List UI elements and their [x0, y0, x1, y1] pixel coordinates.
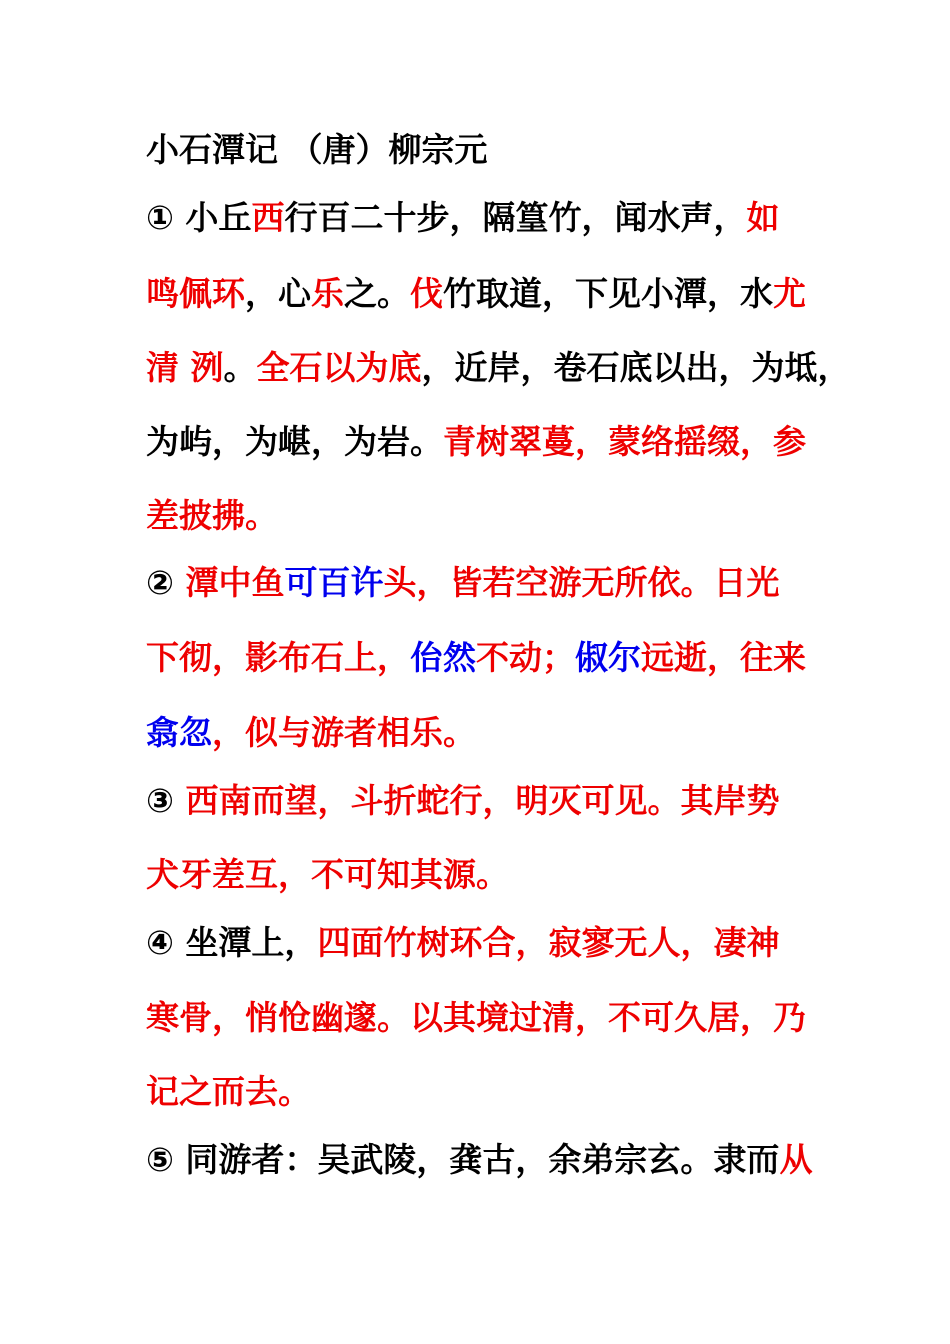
- text-segment: 之。: [344, 274, 410, 313]
- text-segment: ，似与游者相乐。: [212, 713, 476, 752]
- text-segment: 乐: [311, 274, 344, 313]
- text-segment: 鸣佩环: [146, 274, 245, 313]
- text-line: [146, 1140, 890, 1180]
- text-line: [146, 923, 890, 963]
- text-line: [146, 563, 890, 603]
- text-line: [146, 713, 890, 753]
- text-segment: 寒骨，悄怆幽邃。以其境过清，不可久居，乃: [146, 998, 806, 1037]
- text-segment: ②: [146, 563, 186, 602]
- text-segment: 行百二十步，隔篁竹，闻水声，: [284, 198, 747, 237]
- text-segment: 差披拂。: [146, 496, 278, 535]
- text-segment: 西南而望，斗折蛇行，明灭可见。其岸势: [185, 781, 780, 820]
- text-line: [146, 638, 890, 678]
- text-segment: ① 小丘: [146, 198, 252, 237]
- text-segment: 记之而去。: [146, 1072, 311, 1111]
- text-segment: ，心: [245, 274, 311, 313]
- text-segment: 尤: [773, 274, 806, 313]
- text-segment: 。: [223, 348, 257, 387]
- text-segment: 青树翠蔓，蒙络摇缀，参: [443, 422, 806, 461]
- text-segment: 四面竹树环合，寂寥无人，凄神: [317, 923, 780, 962]
- text-line: [146, 496, 890, 536]
- text-segment: 头，皆若空游无所依。日光: [383, 563, 780, 602]
- text-segment: 为屿，为嵁，为岩。: [146, 422, 443, 461]
- text-segment: ⑤ 同游者：吴武陵，龚古，余弟宗玄。隶而: [146, 1140, 780, 1179]
- text-segment: 潭中鱼: [185, 563, 285, 602]
- text-segment: 翕忽: [146, 713, 212, 752]
- text-segment: 伐: [410, 274, 443, 313]
- text-segment: 远逝，往来: [641, 638, 806, 677]
- text-segment: 西: [251, 198, 285, 237]
- text-segment: 俶尔: [575, 638, 641, 677]
- text-segment: ，近岸，卷石底以出，为坻，: [421, 348, 851, 387]
- text-line: [146, 1072, 890, 1112]
- text-segment: 不动；: [476, 638, 575, 677]
- text-line: [146, 422, 890, 462]
- text-line: [146, 348, 890, 388]
- text-line: [146, 198, 890, 238]
- text-segment: 可百许: [284, 563, 384, 602]
- text-segment: 从: [779, 1140, 813, 1179]
- text-segment: 下彻，影布石上，: [146, 638, 410, 677]
- text-segment: 小石潭记 （唐）柳宗元: [146, 130, 488, 169]
- text-line: [146, 781, 890, 821]
- text-segment: 如: [746, 198, 780, 237]
- text-line: [146, 274, 890, 314]
- text-segment: ④ 坐潭上，: [146, 923, 318, 962]
- text-segment: 竹取道，下见小潭，水: [443, 274, 773, 313]
- text-segment: 全石以为底: [256, 348, 422, 387]
- text-segment: ③: [146, 781, 186, 820]
- text-segment: 清 洌: [146, 348, 224, 387]
- title-line: [146, 130, 890, 170]
- text-segment: 犬牙差互，不可知其源。: [146, 855, 509, 894]
- text-line: [146, 855, 890, 895]
- text-line: [146, 998, 890, 1038]
- text-segment: 佁然: [410, 638, 476, 677]
